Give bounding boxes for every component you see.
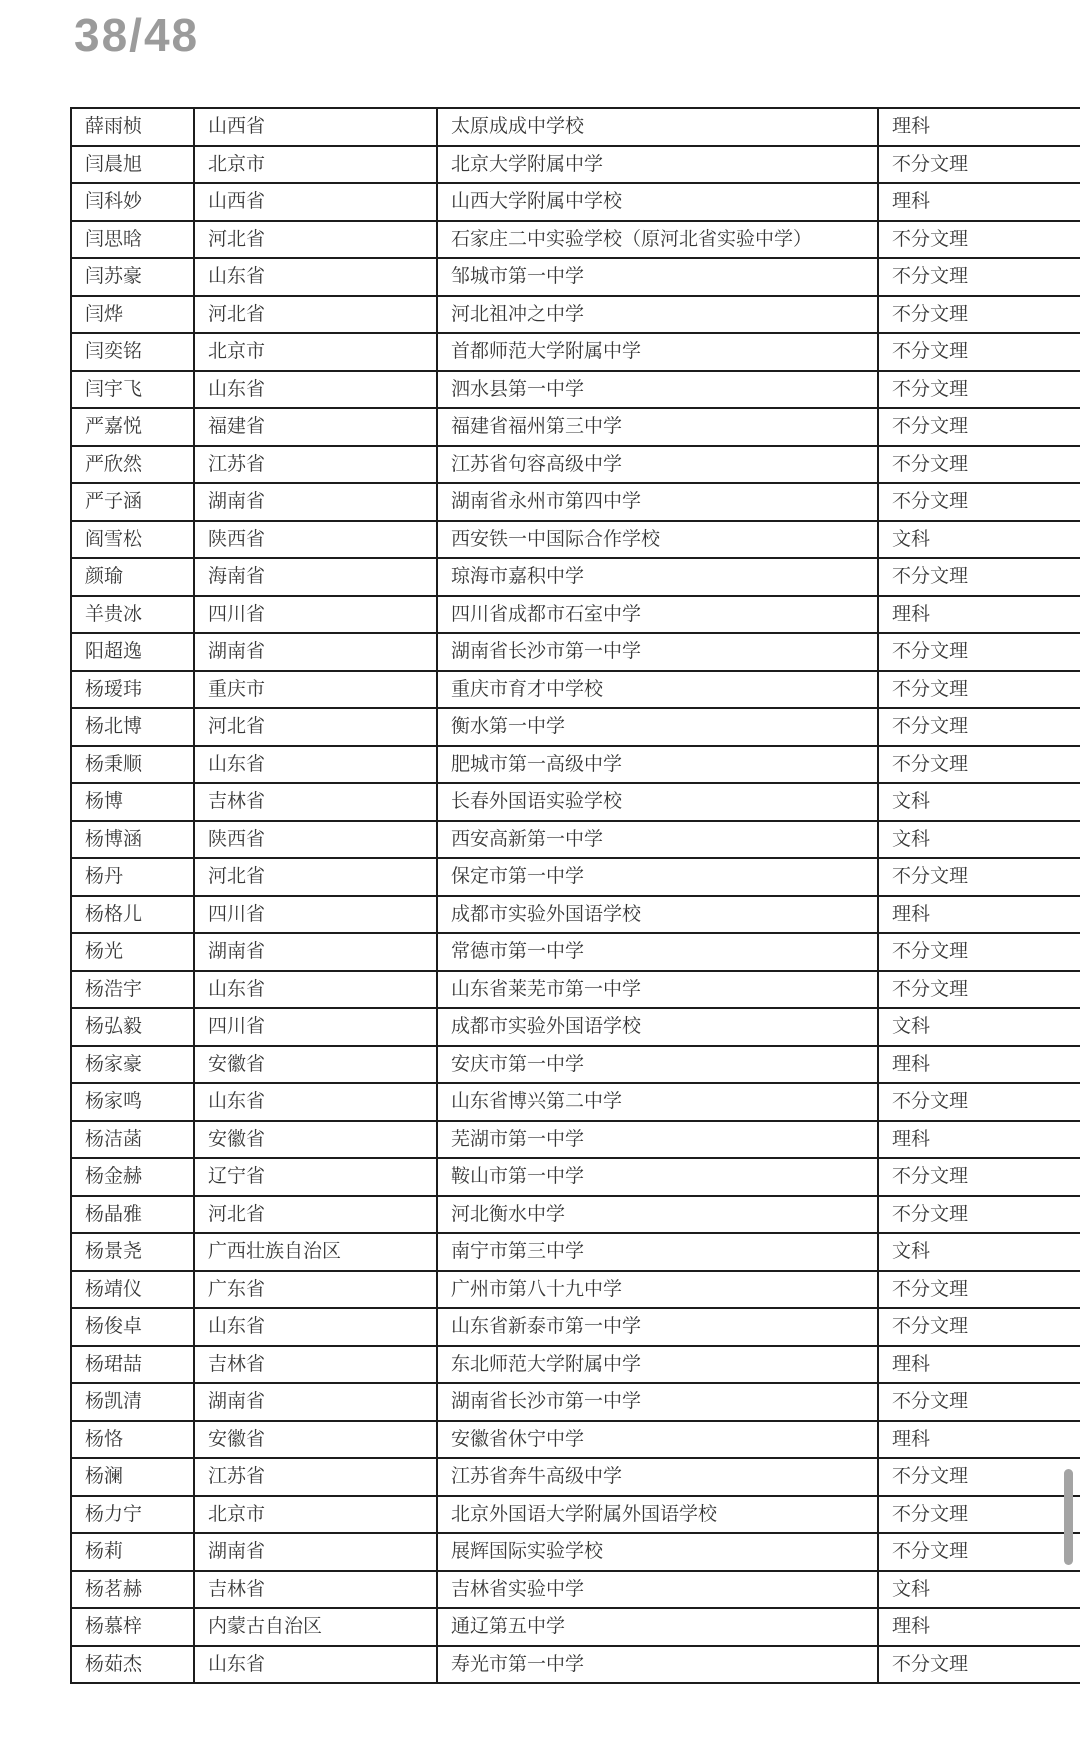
school-cell: 吉林省实验中学 (437, 1571, 878, 1609)
table-row (71, 258, 1080, 296)
school-cell: 山西大学附属中学校 (437, 183, 878, 221)
name-cell: 杨莉 (71, 1533, 194, 1571)
name-cell: 杨珺喆 (71, 1346, 194, 1384)
name-cell: 严子涵 (71, 483, 194, 521)
track-cell: 不分文理 (878, 671, 1080, 709)
table-row (71, 671, 1080, 709)
school-cell: 芜湖市第一中学 (437, 1121, 878, 1159)
track-cell: 理科 (878, 596, 1080, 634)
school-cell: 江苏省奔牛高级中学 (437, 1458, 878, 1496)
table-row (71, 483, 1080, 521)
province-cell: 山东省 (194, 971, 437, 1009)
track-cell: 不分文理 (878, 1083, 1080, 1121)
school-cell: 东北师范大学附属中学 (437, 1346, 878, 1384)
name-cell: 杨晶雅 (71, 1196, 194, 1234)
school-cell: 展辉国际实验学校 (437, 1533, 878, 1571)
province-cell: 广东省 (194, 1271, 437, 1309)
school-cell: 成都市实验外国语学校 (437, 896, 878, 934)
track-cell: 文科 (878, 1233, 1080, 1271)
province-cell: 安徽省 (194, 1046, 437, 1084)
name-cell: 杨茹杰 (71, 1646, 194, 1684)
scrollbar-thumb[interactable] (1064, 1469, 1073, 1565)
track-cell: 不分文理 (878, 1383, 1080, 1421)
track-cell: 不分文理 (878, 1158, 1080, 1196)
name-cell: 杨凯清 (71, 1383, 194, 1421)
name-cell: 闫奕铭 (71, 333, 194, 371)
school-cell: 河北衡水中学 (437, 1196, 878, 1234)
table-row (71, 1458, 1080, 1496)
name-cell: 杨靖仪 (71, 1271, 194, 1309)
track-cell: 文科 (878, 821, 1080, 859)
name-cell: 杨茗赫 (71, 1571, 194, 1609)
track-cell: 理科 (878, 1046, 1080, 1084)
province-cell: 安徽省 (194, 1121, 437, 1159)
track-cell: 文科 (878, 783, 1080, 821)
school-cell: 湖南省永州市第四中学 (437, 483, 878, 521)
table-row (71, 633, 1080, 671)
school-cell: 西安铁一中国际合作学校 (437, 521, 878, 559)
province-cell: 江苏省 (194, 1458, 437, 1496)
table-row (71, 146, 1080, 184)
track-cell: 理科 (878, 1346, 1080, 1384)
province-cell: 山东省 (194, 746, 437, 784)
name-cell: 薛雨桢 (71, 108, 194, 146)
table-row (71, 1196, 1080, 1234)
table-row (71, 371, 1080, 409)
name-cell: 闫科妙 (71, 183, 194, 221)
name-cell: 杨洁菡 (71, 1121, 194, 1159)
track-cell: 不分文理 (878, 858, 1080, 896)
province-cell: 北京市 (194, 333, 437, 371)
table-row (71, 1646, 1080, 1684)
name-cell: 杨金赫 (71, 1158, 194, 1196)
province-cell: 重庆市 (194, 671, 437, 709)
school-cell: 衡水第一中学 (437, 708, 878, 746)
table-row (71, 933, 1080, 971)
table-row (71, 1346, 1080, 1384)
name-cell: 杨家豪 (71, 1046, 194, 1084)
name-cell: 阳超逸 (71, 633, 194, 671)
track-cell: 不分文理 (878, 258, 1080, 296)
table-row (71, 1308, 1080, 1346)
table-row (71, 971, 1080, 1009)
school-cell: 四川省成都市石室中学 (437, 596, 878, 634)
school-cell: 成都市实验外国语学校 (437, 1008, 878, 1046)
province-cell: 山东省 (194, 1646, 437, 1684)
province-cell: 山东省 (194, 1083, 437, 1121)
table-row (71, 896, 1080, 934)
province-cell: 湖南省 (194, 483, 437, 521)
school-cell: 安徽省休宁中学 (437, 1421, 878, 1459)
province-cell: 海南省 (194, 558, 437, 596)
province-cell: 河北省 (194, 708, 437, 746)
track-cell: 文科 (878, 1008, 1080, 1046)
table-row (71, 558, 1080, 596)
school-cell: 常德市第一中学 (437, 933, 878, 971)
name-cell: 严嘉悦 (71, 408, 194, 446)
school-cell: 安庆市第一中学 (437, 1046, 878, 1084)
province-cell: 山东省 (194, 371, 437, 409)
school-cell: 湖南省长沙市第一中学 (437, 633, 878, 671)
province-cell: 北京市 (194, 1496, 437, 1534)
track-cell: 不分文理 (878, 1308, 1080, 1346)
school-cell: 南宁市第三中学 (437, 1233, 878, 1271)
track-cell: 不分文理 (878, 708, 1080, 746)
school-cell: 寿光市第一中学 (437, 1646, 878, 1684)
school-cell: 山东省莱芜市第一中学 (437, 971, 878, 1009)
track-cell: 理科 (878, 1121, 1080, 1159)
name-cell: 闫思晗 (71, 221, 194, 259)
province-cell: 湖南省 (194, 1383, 437, 1421)
table-row (71, 1496, 1080, 1534)
school-cell: 邹城市第一中学 (437, 258, 878, 296)
track-cell: 理科 (878, 183, 1080, 221)
name-cell: 杨澜 (71, 1458, 194, 1496)
school-cell: 西安高新第一中学 (437, 821, 878, 859)
province-cell: 河北省 (194, 858, 437, 896)
province-cell: 内蒙古自治区 (194, 1608, 437, 1646)
table-row (71, 1008, 1080, 1046)
province-cell: 河北省 (194, 221, 437, 259)
name-cell: 杨秉顺 (71, 746, 194, 784)
province-cell: 安徽省 (194, 1421, 437, 1459)
track-cell: 不分文理 (878, 1496, 1080, 1534)
school-cell: 鞍山市第一中学 (437, 1158, 878, 1196)
name-cell: 闫晨旭 (71, 146, 194, 184)
table-row (71, 1046, 1080, 1084)
school-cell: 北京外国语大学附属外国语学校 (437, 1496, 878, 1534)
province-cell: 河北省 (194, 296, 437, 334)
school-cell: 江苏省句容高级中学 (437, 446, 878, 484)
table-row (71, 746, 1080, 784)
track-cell: 不分文理 (878, 483, 1080, 521)
school-cell: 山东省博兴第二中学 (437, 1083, 878, 1121)
name-cell: 杨浩宇 (71, 971, 194, 1009)
name-cell: 杨家鸣 (71, 1083, 194, 1121)
province-cell: 山西省 (194, 183, 437, 221)
table-row (71, 521, 1080, 559)
school-cell: 太原成成中学校 (437, 108, 878, 146)
track-cell: 理科 (878, 1421, 1080, 1459)
province-cell: 陕西省 (194, 521, 437, 559)
school-cell: 泗水县第一中学 (437, 371, 878, 409)
table-row (71, 1158, 1080, 1196)
track-cell: 文科 (878, 521, 1080, 559)
table-row (71, 1121, 1080, 1159)
name-cell: 羊贵冰 (71, 596, 194, 634)
table-row (71, 408, 1080, 446)
table-row (71, 221, 1080, 259)
track-cell: 不分文理 (878, 296, 1080, 334)
table-row (71, 821, 1080, 859)
name-cell: 杨格儿 (71, 896, 194, 934)
school-cell: 肥城市第一高级中学 (437, 746, 878, 784)
table-row (71, 708, 1080, 746)
name-cell: 闫宇飞 (71, 371, 194, 409)
table-row (71, 333, 1080, 371)
track-cell: 不分文理 (878, 558, 1080, 596)
track-cell: 不分文理 (878, 1196, 1080, 1234)
table-row (71, 1383, 1080, 1421)
table-row (71, 1233, 1080, 1271)
name-cell: 杨博涵 (71, 821, 194, 859)
name-cell: 颜瑜 (71, 558, 194, 596)
province-cell: 福建省 (194, 408, 437, 446)
province-cell: 吉林省 (194, 1571, 437, 1609)
table-row (71, 1608, 1080, 1646)
track-cell: 不分文理 (878, 446, 1080, 484)
province-cell: 河北省 (194, 1196, 437, 1234)
track-cell: 不分文理 (878, 333, 1080, 371)
table-row (71, 1083, 1080, 1121)
table-row (71, 1571, 1080, 1609)
track-cell: 不分文理 (878, 746, 1080, 784)
province-cell: 湖南省 (194, 1533, 437, 1571)
school-cell: 北京大学附属中学 (437, 146, 878, 184)
track-cell: 不分文理 (878, 146, 1080, 184)
province-cell: 辽宁省 (194, 1158, 437, 1196)
name-cell: 杨北博 (71, 708, 194, 746)
track-cell: 理科 (878, 896, 1080, 934)
province-cell: 湖南省 (194, 933, 437, 971)
track-cell: 文科 (878, 1571, 1080, 1609)
track-cell: 不分文理 (878, 371, 1080, 409)
table-row (71, 783, 1080, 821)
school-cell: 广州市第八十九中学 (437, 1271, 878, 1309)
province-cell: 陕西省 (194, 821, 437, 859)
name-cell: 杨瑷玮 (71, 671, 194, 709)
school-cell: 通辽第五中学 (437, 1608, 878, 1646)
track-cell: 不分文理 (878, 408, 1080, 446)
table-row (71, 446, 1080, 484)
table-row (71, 296, 1080, 334)
name-cell: 杨光 (71, 933, 194, 971)
track-cell: 不分文理 (878, 971, 1080, 1009)
name-cell: 闫烨 (71, 296, 194, 334)
name-cell: 杨力宁 (71, 1496, 194, 1534)
province-cell: 四川省 (194, 1008, 437, 1046)
page-indicator: 38/48 (74, 9, 200, 61)
table-row (71, 108, 1080, 146)
province-cell: 四川省 (194, 896, 437, 934)
province-cell: 江苏省 (194, 446, 437, 484)
school-cell: 首都师范大学附属中学 (437, 333, 878, 371)
track-cell: 不分文理 (878, 221, 1080, 259)
table-row (71, 858, 1080, 896)
province-cell: 北京市 (194, 146, 437, 184)
province-cell: 山东省 (194, 1308, 437, 1346)
table-row (71, 596, 1080, 634)
school-cell: 保定市第一中学 (437, 858, 878, 896)
province-cell: 吉林省 (194, 783, 437, 821)
province-cell: 湖南省 (194, 633, 437, 671)
name-cell: 杨景尧 (71, 1233, 194, 1271)
school-cell: 山东省新泰市第一中学 (437, 1308, 878, 1346)
school-cell: 福建省福州第三中学 (437, 408, 878, 446)
name-cell: 严欣然 (71, 446, 194, 484)
track-cell: 不分文理 (878, 933, 1080, 971)
track-cell: 不分文理 (878, 1458, 1080, 1496)
track-cell: 不分文理 (878, 1646, 1080, 1684)
province-cell: 广西壮族自治区 (194, 1233, 437, 1271)
name-cell: 杨慕梓 (71, 1608, 194, 1646)
name-cell: 闫苏豪 (71, 258, 194, 296)
track-cell: 不分文理 (878, 1533, 1080, 1571)
school-cell: 重庆市育才中学校 (437, 671, 878, 709)
province-cell: 四川省 (194, 596, 437, 634)
province-cell: 山西省 (194, 108, 437, 146)
school-cell: 石家庄二中实验学校（原河北省实验中学） (437, 221, 878, 259)
name-cell: 杨恪 (71, 1421, 194, 1459)
province-cell: 山东省 (194, 258, 437, 296)
name-cell: 杨弘毅 (71, 1008, 194, 1046)
track-cell: 理科 (878, 108, 1080, 146)
table-row (71, 183, 1080, 221)
table-row (71, 1533, 1080, 1571)
name-cell: 杨俊卓 (71, 1308, 194, 1346)
track-cell: 理科 (878, 1608, 1080, 1646)
roster-table-body (71, 108, 1080, 1683)
name-cell: 杨丹 (71, 858, 194, 896)
table-row (71, 1421, 1080, 1459)
school-cell: 长春外国语实验学校 (437, 783, 878, 821)
school-cell: 湖南省长沙市第一中学 (437, 1383, 878, 1421)
roster-table (70, 107, 1080, 1684)
province-cell: 吉林省 (194, 1346, 437, 1384)
school-cell: 河北祖冲之中学 (437, 296, 878, 334)
table-row (71, 1271, 1080, 1309)
name-cell: 杨博 (71, 783, 194, 821)
name-cell: 阎雪松 (71, 521, 194, 559)
track-cell: 不分文理 (878, 633, 1080, 671)
school-cell: 琼海市嘉积中学 (437, 558, 878, 596)
track-cell: 不分文理 (878, 1271, 1080, 1309)
